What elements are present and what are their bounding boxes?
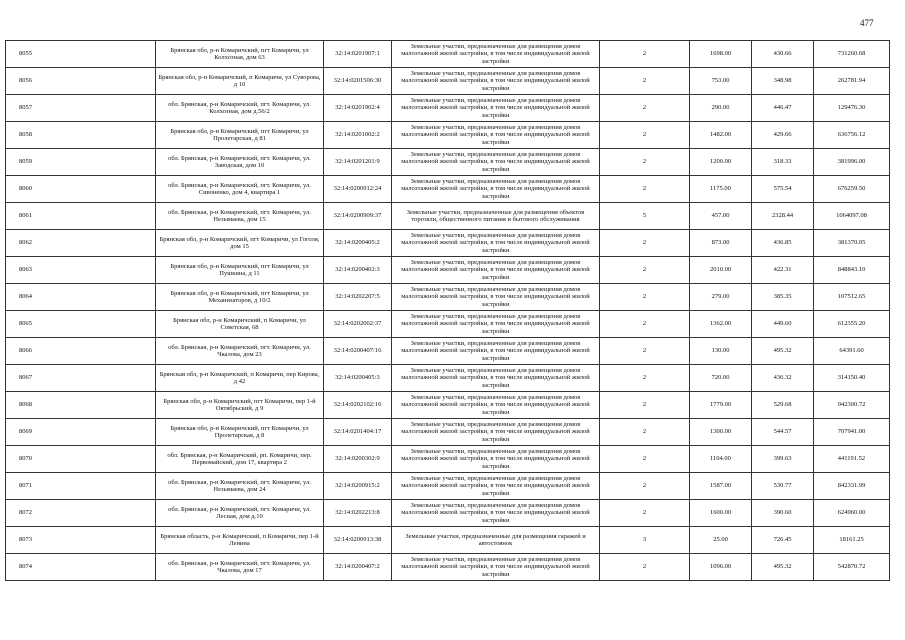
area-cell: 1175.00 <box>690 176 752 203</box>
group-cell: 2 <box>600 446 690 473</box>
cadastral-number-cell: 32:14:0201201:9 <box>324 149 392 176</box>
cadastral-number-cell: 32:14:0200407:16 <box>324 338 392 365</box>
row-number: 8058 <box>6 122 156 149</box>
specific-value-cell: 429.66 <box>752 122 814 149</box>
land-use-cell: Земельные участки, предназначенные для размещения домов малоэтажной жилой застройки, в том числе индивидуальной жилой застройки <box>392 122 600 149</box>
group-cell: 2 <box>600 311 690 338</box>
area-cell: 290.00 <box>690 95 752 122</box>
table-row <box>6 338 890 365</box>
cadastral-number-cell: 32:14:0202102:16 <box>324 392 392 419</box>
address-cell: обл. Брянская, р-н Комаричский, пгт. Комаричи, ул. Сивоненко, дом 4, квартира 1 <box>156 176 324 203</box>
specific-value-cell: 436.85 <box>752 230 814 257</box>
address-cell: обл. Брянская, р-н Комаричский, пгт. Комаричи, ул. Лесная, дом д.10 <box>156 500 324 527</box>
table-row <box>6 446 890 473</box>
row-number: 8074 <box>6 554 156 581</box>
address-cell: Брянская обл, р-н Комаричский, пгт Комаричи, ул Пролетарская, д 8 <box>156 419 324 446</box>
cadastral-value-cell: 381996.00 <box>814 149 890 176</box>
cadastral-number-cell: 32:14:0201506:30 <box>324 68 392 95</box>
cadastral-value-cell: 314150.40 <box>814 365 890 392</box>
specific-value-cell: 430.66 <box>752 41 814 68</box>
area-cell: 2010.00 <box>690 257 752 284</box>
cadastral-number-cell: 32:14:0200913:38 <box>324 527 392 554</box>
cadastral-number-cell: 32:14:0200405:3 <box>324 365 392 392</box>
specific-value-cell: 495.32 <box>752 338 814 365</box>
table-body <box>6 41 890 581</box>
table-row <box>6 68 890 95</box>
land-use-cell: Земельные участки, предназначенные для размещения домов малоэтажной жилой застройки, в том числе индивидуальной жилой застройки <box>392 554 600 581</box>
table-row <box>6 419 890 446</box>
table-row <box>6 230 890 257</box>
cadastral-value-cell: 842331.99 <box>814 473 890 500</box>
row-number: 8056 <box>6 68 156 95</box>
cadastral-value-cell: 731260.68 <box>814 41 890 68</box>
address-cell: Брянская обл, р-н Комаричский, п Комаричи, ул Суворова, д 10 <box>156 68 324 95</box>
address-cell: Брянская обл, р-н Комаричский, пгт Комаричи, ул Пролетарская, д 81 <box>156 122 324 149</box>
cadastral-number-cell: 32:14:0202213:8 <box>324 500 392 527</box>
cadastral-value-cell: 1064097.08 <box>814 203 890 230</box>
group-cell: 2 <box>600 149 690 176</box>
group-cell: 2 <box>600 122 690 149</box>
table-row <box>6 257 890 284</box>
row-number: 8066 <box>6 338 156 365</box>
land-use-cell: Земельные участки, предназначенные для размещения домов малоэтажной жилой застройки, в том числе индивидуальной жилой застройки <box>392 95 600 122</box>
cadastral-value-cell: 676259.50 <box>814 176 890 203</box>
cadastral-value-cell: 64391.60 <box>814 338 890 365</box>
cadastral-number-cell: 32:14:0200402:3 <box>324 257 392 284</box>
address-cell: обл. Брянская, р-н Комаричский, пгт. Комаричи, ул. Незымаева, дом 24 <box>156 473 324 500</box>
cadastral-value-cell: 262781.94 <box>814 68 890 95</box>
address-cell: Брянская обл, р-н Комаричский, пгт Комаричи, ул Пушкина, д 11 <box>156 257 324 284</box>
land-use-cell: Земельные участки, предназначенные для размещения домов малоэтажной жилой застройки, в том числе индивидуальной жилой застройки <box>392 419 600 446</box>
land-use-cell: Земельные участки, предназначенные для размещения домов малоэтажной жилой застройки, в том числе индивидуальной жилой застройки <box>392 257 600 284</box>
group-cell: 2 <box>600 365 690 392</box>
table-row <box>6 203 890 230</box>
table-row <box>6 554 890 581</box>
group-cell: 2 <box>600 392 690 419</box>
group-cell: 2 <box>600 284 690 311</box>
table-row <box>6 500 890 527</box>
land-use-cell: Земельные участки, предназначенные для размещения домов малоэтажной жилой застройки, в том числе индивидуальной жилой застройки <box>392 41 600 68</box>
table-row <box>6 473 890 500</box>
group-cell: 2 <box>600 68 690 95</box>
area-cell: 1779.00 <box>690 392 752 419</box>
address-cell: Брянская обл, р-н Комаричский, пгт Комаричи, пер 1-й Октябрьский, д 9 <box>156 392 324 419</box>
area-cell: 1104.00 <box>690 446 752 473</box>
cadastral-number-cell: 32:14:0201902:4 <box>324 95 392 122</box>
area-cell: 25.00 <box>690 527 752 554</box>
address-cell: обл. Брянская, р-н Комаричский, пгт. Комаричи, ул. Чкалова, дом 17 <box>156 554 324 581</box>
row-number: 8062 <box>6 230 156 257</box>
row-number: 8057 <box>6 95 156 122</box>
area-cell: 457.00 <box>690 203 752 230</box>
cadastral-value-cell: 612355.20 <box>814 311 890 338</box>
cadastral-number-cell: 32:14:0202002:37 <box>324 311 392 338</box>
cadastral-number-cell: 32:14:0200909:37 <box>324 203 392 230</box>
row-number: 8060 <box>6 176 156 203</box>
specific-value-cell: 530.77 <box>752 473 814 500</box>
table-row <box>6 284 890 311</box>
specific-value-cell: 529.68 <box>752 392 814 419</box>
table-row <box>6 176 890 203</box>
land-use-cell: Земельные участки, предназначенные для размещения домов малоэтажной жилой застройки, в том числе индивидуальной жилой застройки <box>392 500 600 527</box>
row-number: 8072 <box>6 500 156 527</box>
group-cell: 2 <box>600 230 690 257</box>
cadastral-number-cell: 32:14:0200302:9 <box>324 446 392 473</box>
cadastral-value-cell: 624960.00 <box>814 500 890 527</box>
cadastral-value-cell: 636756.12 <box>814 122 890 149</box>
row-number: 8069 <box>6 419 156 446</box>
group-cell: 2 <box>600 338 690 365</box>
address-cell: Брянская область, р-н Комаричский, п Комаричи, пер 1-й Ленина <box>156 527 324 554</box>
land-use-cell: Земельные участки, предназначенные для размещения домов малоэтажной жилой застройки, в том числе индивидуальной жилой застройки <box>392 176 600 203</box>
area-cell: 279.00 <box>690 284 752 311</box>
table-row <box>6 527 890 554</box>
table-row <box>6 122 890 149</box>
area-cell: 1362.00 <box>690 311 752 338</box>
cadastral-value-cell: 707941.00 <box>814 419 890 446</box>
row-number: 8055 <box>6 41 156 68</box>
specific-value-cell: 318.33 <box>752 149 814 176</box>
group-cell: 3 <box>600 527 690 554</box>
area-cell: 1600.00 <box>690 500 752 527</box>
land-use-cell: Земельные участки, предназначенные для размещения домов малоэтажной жилой застройки, в том числе индивидуальной жилой застройки <box>392 230 600 257</box>
specific-value-cell: 422.31 <box>752 257 814 284</box>
specific-value-cell: 399.63 <box>752 446 814 473</box>
area-cell: 753.00 <box>690 68 752 95</box>
cadastral-number-cell: 32:14:0200407:2 <box>324 554 392 581</box>
specific-value-cell: 385.35 <box>752 284 814 311</box>
table-row <box>6 311 890 338</box>
land-use-cell: Земельные участки, предназначенные для размещения домов малоэтажной жилой застройки, в том числе индивидуальной жилой застройки <box>392 365 600 392</box>
group-cell: 2 <box>600 473 690 500</box>
row-number: 8067 <box>6 365 156 392</box>
land-use-cell: Земельные участки, предназначенные для размещения домов малоэтажной жилой застройки, в том числе индивидуальной жилой застройки <box>392 338 600 365</box>
group-cell: 2 <box>600 95 690 122</box>
address-cell: обл. Брянская, р-н Комаричский, пгт. Комаричи, ул. Чкалова, дом 23 <box>156 338 324 365</box>
cadastral-value-cell: 129476.30 <box>814 95 890 122</box>
group-cell: 2 <box>600 176 690 203</box>
specific-value-cell: 449.60 <box>752 311 814 338</box>
specific-value-cell: 575.54 <box>752 176 814 203</box>
area-cell: 873.00 <box>690 230 752 257</box>
cadastral-value-cell: 942300.72 <box>814 392 890 419</box>
area-cell: 1587.00 <box>690 473 752 500</box>
row-number: 8061 <box>6 203 156 230</box>
specific-value-cell: 726.45 <box>752 527 814 554</box>
row-number: 8065 <box>6 311 156 338</box>
area-cell: 1300.00 <box>690 419 752 446</box>
land-use-cell: Земельные участки, предназначенные для размещения домов малоэтажной жилой застройки, в том числе индивидуальной жилой застройки <box>392 149 600 176</box>
cadastral-number-cell: 32:14:0200915:2 <box>324 473 392 500</box>
specific-value-cell: 446.47 <box>752 95 814 122</box>
row-number: 8059 <box>6 149 156 176</box>
cadastral-number-cell: 32:14:0200912:24 <box>324 176 392 203</box>
group-cell: 2 <box>600 554 690 581</box>
cadastral-number-cell: 32:14:0201907:1 <box>324 41 392 68</box>
specific-value-cell: 436.32 <box>752 365 814 392</box>
row-number: 8064 <box>6 284 156 311</box>
group-cell: 2 <box>600 419 690 446</box>
area-cell: 130.00 <box>690 338 752 365</box>
land-use-cell: Земельные участки, предназначенные для размещения домов малоэтажной жилой застройки, в том числе индивидуальной жилой застройки <box>392 473 600 500</box>
area-cell: 1200.00 <box>690 149 752 176</box>
cadastral-value-cell: 381370.05 <box>814 230 890 257</box>
cadastral-value-cell: 542870.72 <box>814 554 890 581</box>
table-row <box>6 365 890 392</box>
land-use-cell: Земельные участки, предназначенные для размещения гаражей и автостоянок <box>392 527 600 554</box>
land-use-cell: Земельные участки, предназначенные для размещения домов малоэтажной жилой застройки, в том числе индивидуальной жилой застройки <box>392 311 600 338</box>
table-row <box>6 41 890 68</box>
group-cell: 2 <box>600 41 690 68</box>
row-number: 8063 <box>6 257 156 284</box>
address-cell: обл. Брянская, р-н Комаричский, пгт. Комаричи, ул. Незымаева, дом 15 <box>156 203 324 230</box>
specific-value-cell: 390.60 <box>752 500 814 527</box>
cadastral-value-cell: 18161.25 <box>814 527 890 554</box>
table-row <box>6 95 890 122</box>
page-number: 477 <box>860 18 874 28</box>
specific-value-cell: 544.57 <box>752 419 814 446</box>
cadastral-value-table <box>5 40 890 581</box>
area-cell: 720.00 <box>690 365 752 392</box>
address-cell: обл. Брянская, р-н Комаричский, пгт. Комаричи, ул. Колхозная, дом д.56/2 <box>156 95 324 122</box>
row-number: 8071 <box>6 473 156 500</box>
land-use-cell: Земельные участки, предназначенные для размещения объектов торговли, общественного питания и бытового обслуживания <box>392 203 600 230</box>
address-cell: Брянская обл, р-н Комаричский, п Комаричи, пер Кирова, д 42 <box>156 365 324 392</box>
cadastral-number-cell: 32:14:0201404:17 <box>324 419 392 446</box>
area-cell: 1698.00 <box>690 41 752 68</box>
address-cell: обл. Брянская, р-н Комаричский, рп. Комаричи, пер. Первомайский, дом 17, квартира 2 <box>156 446 324 473</box>
cadastral-number-cell: 32:14:0202207:5 <box>324 284 392 311</box>
address-cell: Брянская обл, р-н Комаричский, пгт Комаричи, ул Механизаторов, д 10/2 <box>156 284 324 311</box>
area-cell: 1096.00 <box>690 554 752 581</box>
specific-value-cell: 348.98 <box>752 68 814 95</box>
table-row <box>6 149 890 176</box>
cadastral-value-cell: 848843.10 <box>814 257 890 284</box>
land-use-cell: Земельные участки, предназначенные для размещения домов малоэтажной жилой застройки, в том числе индивидуальной жилой застройки <box>392 446 600 473</box>
address-cell: обл. Брянская, р-н Комаричский, пгт. Комаричи, ул. Заводская, дом 10 <box>156 149 324 176</box>
row-number: 8073 <box>6 527 156 554</box>
address-cell: Брянская обл, р-н Комаричский, п Комаричи, ул Советская, 68 <box>156 311 324 338</box>
cadastral-number-cell: 32:14:0201002:2 <box>324 122 392 149</box>
address-cell: Брянская обл, р-н Комаричский, пгт Комаричи, ул Колхозная, дом 63 <box>156 41 324 68</box>
row-number: 8070 <box>6 446 156 473</box>
cadastral-value-cell: 441191.52 <box>814 446 890 473</box>
specific-value-cell: 495.32 <box>752 554 814 581</box>
group-cell: 2 <box>600 257 690 284</box>
address-cell: Брянская обл, р-н Комаричский, пгт Комаричи, ул Гоголя, дом 15 <box>156 230 324 257</box>
group-cell: 5 <box>600 203 690 230</box>
land-use-cell: Земельные участки, предназначенные для размещения домов малоэтажной жилой застройки, в том числе индивидуальной жилой застройки <box>392 284 600 311</box>
group-cell: 2 <box>600 500 690 527</box>
land-use-cell: Земельные участки, предназначенные для размещения домов малоэтажной жилой застройки, в том числе индивидуальной жилой застройки <box>392 68 600 95</box>
land-use-cell: Земельные участки, предназначенные для размещения домов малоэтажной жилой застройки, в том числе индивидуальной жилой застройки <box>392 392 600 419</box>
specific-value-cell: 2328.44 <box>752 203 814 230</box>
cadastral-value-cell: 107512.65 <box>814 284 890 311</box>
area-cell: 1482.00 <box>690 122 752 149</box>
cadastral-number-cell: 32:14:0200405:2 <box>324 230 392 257</box>
table-row <box>6 392 890 419</box>
row-number: 8068 <box>6 392 156 419</box>
